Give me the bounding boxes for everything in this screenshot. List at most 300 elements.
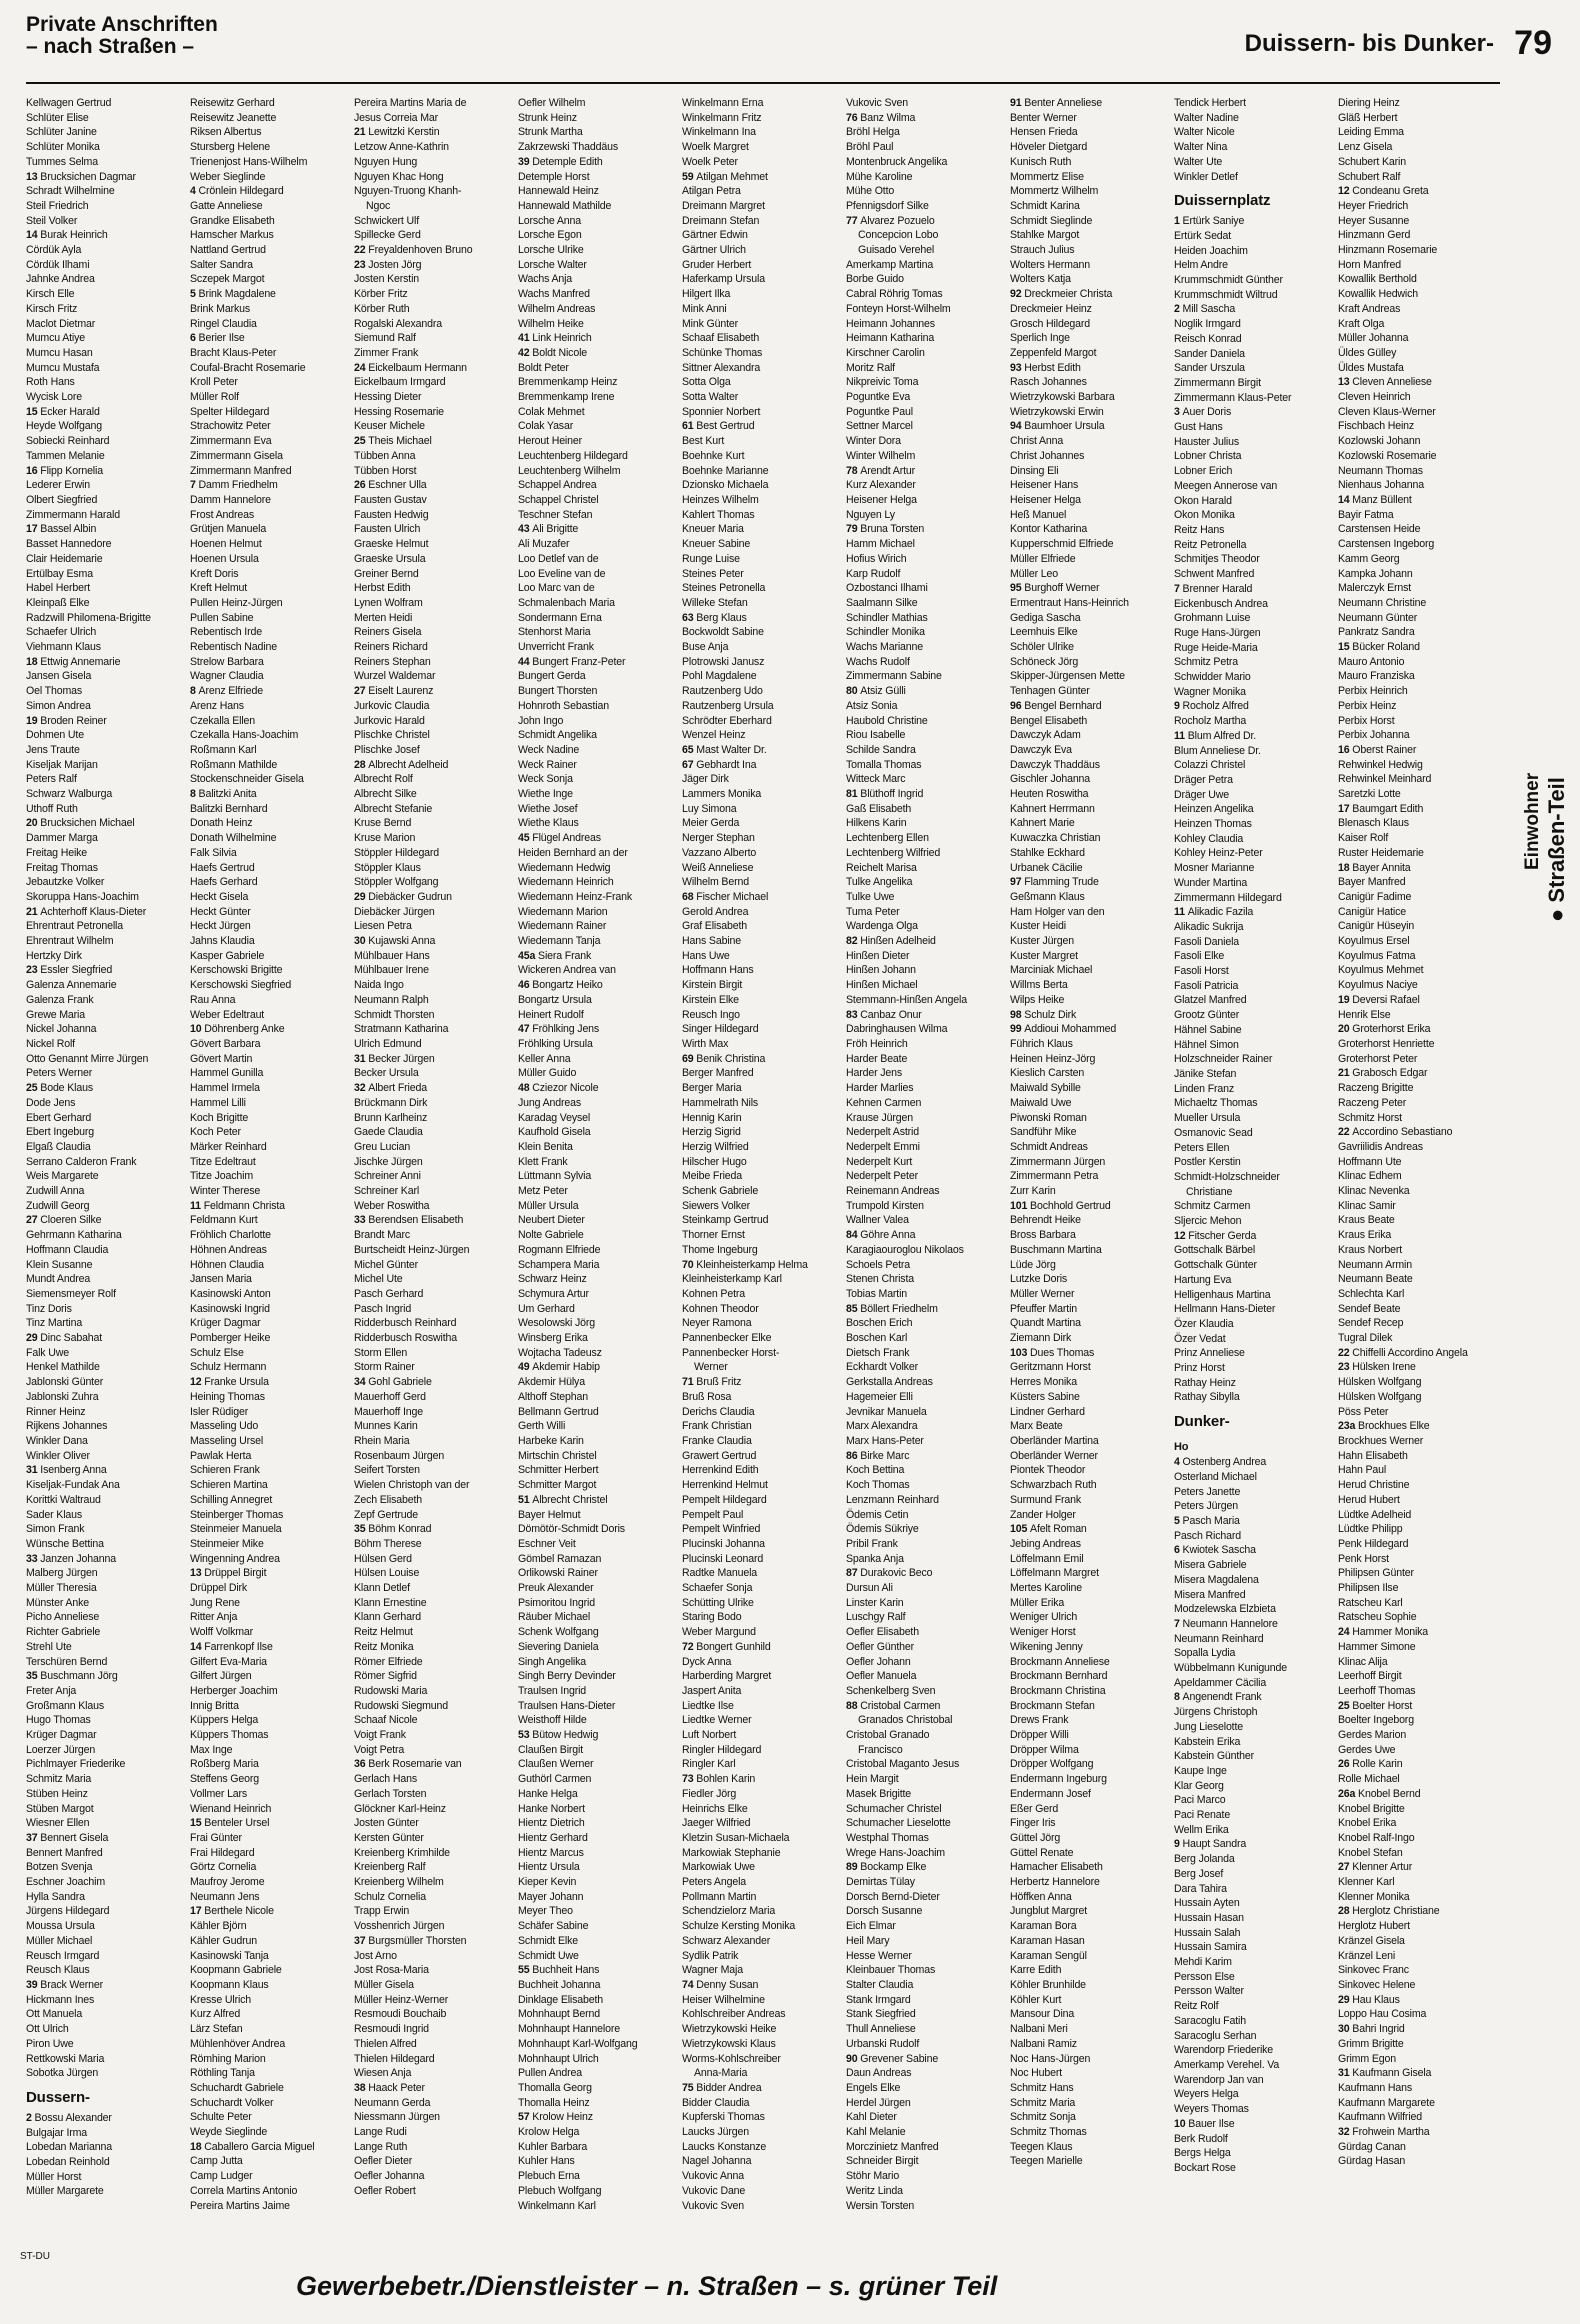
resident-entry: 13 Drüppel Birgit [190, 1567, 267, 1580]
house-number: 53 [518, 1729, 533, 1742]
resident-entry: Nguyen Khac Hong [354, 170, 444, 183]
resident-entry: Köhler Brunhilde [1010, 1979, 1086, 1991]
resident-entry: Jänike Stefan [1174, 1068, 1237, 1080]
resident-entry: Benter Werner [1010, 111, 1077, 124]
resident-entry: Kraus Norbert [1338, 1243, 1402, 1256]
resident-entry: 12 Fitscher Gerda [1174, 1229, 1257, 1242]
resident-entry: Hertzky Dirk [26, 949, 82, 962]
resident-entry: Heimann Johannes [846, 317, 935, 330]
resident-entry: Wersin Torsten [846, 2199, 915, 2212]
resident-entry: Kleinpaß Elke [26, 596, 90, 609]
resident-entry: Zimmermann Jürgen [1010, 1155, 1106, 1168]
resident-entry: Hammelrath Nils [682, 1096, 759, 1109]
resident-entry: Pempelt Winfried [682, 1523, 761, 1536]
resident-entry: Rinner Heinz [26, 1405, 86, 1418]
resident-entry: Brockmann Anneliese [1010, 1655, 1110, 1668]
resident-entry: Ebert Gerhard [26, 1111, 92, 1124]
resident-entry: 19 Broden Reiner [26, 714, 107, 727]
resident-entry: Blenasch Klaus [1338, 817, 1409, 830]
house-number: 19 [26, 714, 41, 727]
house-number: 67 [682, 758, 697, 771]
resident-entry: Camp Ludger [190, 2170, 253, 2183]
resident-entry: Winkelmann Karl [518, 2199, 596, 2212]
resident-entry: Kohlschreiber Andreas [682, 2008, 786, 2021]
resident-entry: Hans Uwe [682, 949, 730, 962]
resident-entry: Paci Renate [1174, 1809, 1231, 1822]
resident-entry: Liesen Petra [354, 920, 412, 933]
resident-entry: Naida Ingo [354, 979, 404, 992]
house-number: 29 [26, 1332, 41, 1345]
resident-entry: Hugo Thomas [26, 1714, 91, 1727]
house-number: 39 [518, 155, 533, 168]
resident-entry: Peters Janette [1174, 1485, 1241, 1498]
resident-entry: Mink Anni [682, 302, 727, 315]
resident-entry: Herzig Wilfried [682, 1140, 749, 1153]
resident-entry: Heyer Friedrich [1338, 199, 1409, 212]
resident-entry: Hylla Sandra [26, 1890, 85, 1903]
resident-entry: Mauerhoff Inge [354, 1405, 423, 1418]
resident-entry: Mühlbauer Hans [354, 949, 430, 962]
resident-entry: Kampka Johann [1338, 567, 1413, 580]
resident-entry: Karaman Hasan [1010, 1934, 1085, 1947]
resident-entry: 11 Blum Alfred Dr. [1174, 729, 1257, 742]
resident-entry: 53 Bütow Hedwig [518, 1729, 599, 1742]
resident-entry: Stüben Heinz [26, 1787, 88, 1800]
resident-entry: Knobel Erika [1338, 1817, 1397, 1830]
resident-entry: Hähnel Simon [1174, 1038, 1239, 1051]
resident-entry: Willms Berta [1010, 979, 1068, 992]
resident-entry: Wagner Claudia [190, 670, 264, 683]
resident-entry: Drews Frank [1010, 1714, 1069, 1727]
resident-entry: Henrik Else [1338, 1008, 1391, 1021]
resident-entry: Warendorp Jan van [1174, 2073, 1264, 2086]
resident-entry: Stenen Christa [846, 1273, 914, 1286]
resident-entry: Peters Jürgen [1174, 1500, 1239, 1513]
resident-entry: 27 Eiselt Laurenz [354, 685, 434, 698]
resident-entry: Poguntke Eva [846, 391, 911, 404]
resident-entry: Güttel Renate [1010, 1846, 1074, 1859]
resident-entry: 8 Angenendt Frank [1174, 1691, 1262, 1704]
resident-entry: 80 Atsiz Gülli [846, 685, 906, 698]
resident-entry: Weber Sieglinde [190, 170, 266, 183]
resident-entry: Hans Sabine [682, 935, 742, 948]
resident-entry: Mauro Antonio [1338, 655, 1405, 668]
house-number: 27 [26, 1214, 41, 1227]
resident-entry: Grosch Hildegard [1010, 317, 1091, 330]
resident-entry: Gatte Anneliese [190, 199, 263, 212]
resident-entry: 14 Farrenkopf Ilse [190, 1640, 273, 1653]
resident-entry: Hülsken Wolfgang [1338, 1376, 1422, 1389]
resident-entry: Köhler Kurt [1010, 1993, 1062, 2006]
resident-entry: Heß Manuel [1010, 508, 1067, 521]
resident-entry: Hohnroth Sebastian [518, 699, 609, 712]
resident-entry: Hinßen Dieter [846, 949, 910, 962]
resident-entry: Siemund Ralf [354, 332, 416, 345]
house-number: 44 [518, 655, 533, 668]
house-number: 18 [1338, 861, 1353, 874]
resident-entry: Schmidt-Holzschneider [1174, 1170, 1280, 1183]
resident-entry: Korittki Waltraud [26, 1493, 101, 1506]
resident-entry: 29 Hau Klaus [1338, 1993, 1400, 2006]
resident-entry: Kneuer Sabine [682, 538, 751, 551]
resident-entry: Albrecht Rolf [354, 773, 413, 786]
resident-entry: Siewers Volker [682, 1199, 750, 1212]
resident-entry: Plucinski Johanna [682, 1537, 765, 1550]
resident-entry: Brandt Marc [354, 1229, 411, 1242]
resident-entry: Herzig Sigrid [682, 1126, 741, 1139]
resident-entry: Jablonski Zuhra [26, 1390, 99, 1403]
resident-entry: Innig Britta [190, 1699, 239, 1712]
resident-entry: Pullen Heinz-Jürgen [190, 596, 283, 609]
resident-entry: 74 Denny Susan [682, 1979, 759, 1991]
resident-entry: Oefler Robert [354, 2184, 416, 2197]
resident-entry: Schwarzbach Ruth [1010, 1479, 1097, 1492]
resident-entry: Kraft Andreas [1338, 302, 1401, 315]
directory-column [518, 96, 682, 2236]
resident-entry: Gischler Johanna [1010, 773, 1091, 786]
house-number: 93 [1010, 361, 1025, 374]
resident-entry: Traulsen Ingrid [518, 1684, 587, 1697]
resident-entry: 9 Haupt Sandra [1174, 1838, 1247, 1851]
resident-entry: Winkelmann Fritz [682, 111, 762, 124]
house-number: 18 [190, 2140, 205, 2153]
resident-entry: Buschmann Martina [1010, 1243, 1102, 1256]
resident-entry: Schulz Hermann [190, 1361, 267, 1374]
house-number: 78 [846, 464, 861, 477]
resident-entry: Penk Horst [1338, 1552, 1389, 1565]
resident-entry: Perbix Heinz [1338, 699, 1397, 712]
resident-entry: Karaman Bora [1010, 1920, 1077, 1933]
resident-entry: Wiesen Anja [354, 2067, 412, 2080]
resident-entry: Schmidt Andreas [1010, 1140, 1088, 1153]
resident-entry: Eckhardt Volker [846, 1361, 918, 1374]
resident-entry: Ebert Ingeburg [26, 1126, 94, 1139]
resident-entry: Räuber Michael [518, 1611, 591, 1624]
resident-entry: 15 Ecker Harald [26, 405, 100, 418]
resident-entry: Hoenen Ursula [190, 552, 259, 565]
resident-entry: Jevnikar Manuela [846, 1405, 927, 1418]
resident-entry: Thielen Hildegard [354, 2052, 435, 2065]
house-number: 2 [1174, 303, 1183, 316]
resident-entry: 5 Brink Magdalene [190, 288, 276, 301]
resident-entry: Walter Nicole [1174, 126, 1235, 139]
resident-entry: Rudowski Siegmund [354, 1699, 449, 1712]
house-number: 103 [1010, 1346, 1031, 1359]
resident-entry: 6 Berier Ilse [190, 332, 245, 345]
resident-entry: 88 Cristobal Carmen [846, 1699, 941, 1712]
resident-entry: Loo Detlef van de [518, 552, 599, 565]
house-number: 1 [1174, 215, 1183, 228]
resident-entry: Schuchardt Gabriele [190, 2081, 284, 2094]
resident-entry: Schmitz Horst [1338, 1111, 1402, 1124]
resident-entry: Steines Peter [682, 567, 744, 580]
resident-entry: Karagiaouroglou Nikolaos [846, 1243, 964, 1256]
resident-entry: Wenzel Heinz [682, 729, 746, 742]
resident-entry: Reichelt Marisa [846, 861, 917, 874]
resident-entry: Ertülbay Esma [26, 567, 93, 580]
resident-entry: Lüdtke Philipp [1338, 1523, 1403, 1536]
house-number: 12 [1338, 185, 1353, 198]
resident-entry: Zimmermann Harald [26, 508, 120, 521]
resident-entry: Hussain Hasan [1174, 1911, 1244, 1924]
resident-entry: Kaufhold Gisela [518, 1126, 591, 1139]
resident-entry: Michaeltz Thomas [1174, 1097, 1258, 1110]
resident-entry: Sydlik Patrik [682, 1949, 739, 1962]
resident-entry: Freitag Thomas [26, 861, 98, 874]
resident-entry: Tammen Melanie [26, 449, 105, 462]
resident-entry: Trienenjost Hans-Wilhelm [190, 155, 308, 168]
resident-entry: Lobedan Reinhold [26, 2156, 110, 2169]
house-number: 2 [26, 2111, 35, 2124]
resident-entry: Ringler Karl [682, 1758, 736, 1771]
resident-entry: Bröhl Paul [846, 141, 894, 154]
resident-entry: Alikadic Sukrija [1174, 920, 1244, 933]
resident-entry: Mohnhaupt Ulrich [518, 2052, 599, 2065]
resident-entry: Sobotka Jürgen [26, 2067, 99, 2080]
resident-entry: 19 Deversi Rafael [1338, 993, 1420, 1006]
resident-entry: 31 Kaufmann Gisela [1338, 2067, 1432, 2080]
resident-entry: Ratscheu Karl [1338, 1596, 1403, 1609]
resident-entry: Hesse Werner [846, 1949, 912, 1962]
resident-entry: Hennig Karin [682, 1111, 742, 1124]
resident-entry: Herrenkind Edith [682, 1464, 759, 1477]
resident-entry: Meyer Theo [518, 1905, 573, 1918]
resident-entry: 11 Feldmann Christa [190, 1199, 285, 1212]
resident-entry: Wagner Monika [1174, 685, 1246, 698]
resident-entry: 77 Alvarez Pozuelo [846, 214, 935, 227]
resident-entry: Hülsken Wolfgang [1338, 1390, 1422, 1403]
resident-entry: Harder Jens [846, 1067, 903, 1080]
resident-entry: 6 Kwiotek Sascha [1174, 1544, 1256, 1557]
house-number: 74 [682, 1979, 697, 1991]
resident-entry: Pollmann Martin [682, 1890, 757, 1903]
resident-entry: Müller Ursula [518, 1199, 579, 1212]
resident-entry: Misera Manfred [1174, 1588, 1246, 1601]
resident-entry: Modzelewska Elzbieta [1174, 1603, 1276, 1616]
house-number: 101 [1010, 1199, 1031, 1212]
resident-entry: 61 Best Gertrud [682, 420, 755, 433]
resident-entry: Spanka Anja [846, 1552, 904, 1565]
resident-entry: Rettkowski Maria [26, 2052, 105, 2065]
resident-entry: Wagner Maja [682, 1964, 743, 1977]
resident-entry: Dode Jens [26, 1096, 76, 1109]
resident-entry: 97 Flamming Trude [1010, 876, 1099, 889]
house-number: 9 [1174, 1838, 1183, 1851]
resident-entry: 37 Bennert Gisela [26, 1831, 109, 1844]
resident-entry: Bremmenkamp Irene [518, 391, 615, 404]
resident-entry: 26 Rolle Karin [1338, 1758, 1403, 1771]
resident-entry: Ehrentraut Petronella [26, 920, 123, 933]
resident-entry: Sopalla Lydia [1174, 1647, 1236, 1660]
resident-entry: Schenk Gabriele [682, 1185, 759, 1198]
resident-entry: Schmidt Angelika [518, 729, 597, 742]
resident-entry: Canigür Hatice [1338, 905, 1406, 918]
resident-entry: Lüttmann Sylvia [518, 1170, 592, 1183]
resident-entry: 13 Brucksichen Dagmar [26, 170, 136, 183]
house-number: 27 [1338, 1861, 1353, 1874]
house-number: 25 [26, 1082, 41, 1095]
resident-entry: Loerzer Jürgen [26, 1743, 96, 1756]
resident-entry: Roßberg Maria [190, 1758, 259, 1771]
resident-entry: Settner Marcel [846, 420, 913, 433]
resident-entry: Ridderbusch Reinhard [354, 1317, 457, 1330]
resident-entry: 23 Hülsken Irene [1338, 1361, 1416, 1374]
resident-entry: Schoels Petra [846, 1258, 911, 1271]
resident-entry: Rocholz Martha [1174, 715, 1247, 728]
resident-entry: Schendzielorz Maria [682, 1905, 776, 1918]
resident-entry: Trapp Erwin [354, 1905, 410, 1918]
resident-entry: Krolow Helga [518, 2126, 580, 2139]
house-number: 99 [1010, 1023, 1025, 1036]
resident-entry: Sander Urszula [1174, 362, 1245, 375]
resident-entry: 32 Frohwein Martha [1338, 2126, 1430, 2139]
resident-entry: Titze Joachim [190, 1170, 254, 1183]
house-number: 17 [190, 1905, 205, 1918]
resident-entry: Hussain Samira [1174, 1941, 1247, 1954]
resident-entry: Schöneck Jörg [1010, 655, 1079, 668]
resident-entry: Schneider Birgit [846, 2155, 919, 2168]
resident-entry: Holzschneider Rainer [1174, 1053, 1273, 1066]
resident-entry: Gerold Andrea [682, 905, 749, 918]
resident-entry: Plucinski Leonard [682, 1552, 764, 1565]
resident-entry: 38 Haack Peter [354, 2081, 425, 2094]
street-heading: Dunker- [1174, 1413, 1230, 1431]
resident-entry: Keuser Michele [354, 420, 425, 433]
resident-entry: Gruder Herbert [682, 258, 752, 271]
resident-entry: Klinac Alija [1338, 1655, 1388, 1668]
resident-entry: Titze Edeltraut [190, 1155, 256, 1168]
resident-entry: Brockmann Bernhard [1010, 1670, 1108, 1683]
house-number: 39 [26, 1979, 41, 1991]
resident-entry: Jischke Jürgen [354, 1155, 423, 1168]
resident-entry: Wickeren Andrea van [518, 964, 616, 977]
house-number: 33 [26, 1552, 41, 1565]
resident-entry: Brockmann Christina [1010, 1684, 1106, 1697]
resident-entry: Best Kurt [682, 435, 725, 448]
resident-entry: Zimmermann Manfred [190, 464, 292, 477]
resident-entry: Jürgens Hildegard [26, 1905, 110, 1918]
resident-entry: Kupperschmid Elfriede [1010, 538, 1114, 551]
resident-entry: 16 Oberst Rainer [1338, 743, 1417, 756]
resident-entry: Zimmermann Sabine [846, 670, 942, 683]
resident-entry: Osmanovic Sead [1174, 1126, 1253, 1139]
resident-entry: Jansen Maria [190, 1273, 252, 1286]
resident-entry: Kresse Ulrich [190, 1993, 252, 2006]
resident-entry: Morczinietz Manfred [846, 2140, 939, 2153]
resident-entry: Gust Hans [1174, 421, 1223, 434]
resident-entry: Cabral Röhrig Tomas [846, 288, 943, 301]
resident-entry: Steinmeier Manuela [190, 1523, 282, 1536]
resident-entry: Kaiser Rolf [1338, 832, 1389, 845]
house-number: 7 [190, 479, 199, 492]
resident-entry: 84 Göhre Anna [846, 1229, 916, 1242]
resident-entry: Sendef Beate [1338, 1302, 1401, 1315]
resident-entry: Ringler Hildegard [682, 1743, 762, 1756]
resident-entry: Bennert Manfred [26, 1846, 103, 1859]
resident-entry: Jahnke Andrea [26, 273, 95, 286]
resident-entry: Tübben Horst [354, 464, 417, 477]
house-number: 91 [1010, 97, 1025, 109]
resident-entry: Moritz Ralf [846, 361, 895, 374]
resident-entry: Kohley Claudia [1174, 832, 1244, 845]
resident-entry: Schäfer Sabine [518, 1920, 589, 1933]
resident-entry: Reisewitz Jeanette [190, 111, 277, 124]
resident-entry: Feldmann Kurt [190, 1214, 258, 1227]
house-number: 5 [1174, 1514, 1183, 1527]
resident-entry: Mauro Franziska [1338, 670, 1415, 683]
resident-entry: Reitz Monika [354, 1640, 414, 1653]
resident-entry: Malerczyk Ernst [1338, 582, 1412, 595]
resident-entry: Fröhlking Ursula [518, 1038, 593, 1050]
resident-entry: Schaefer Ulrich [26, 626, 97, 639]
resident-entry: Pawlak Herta [190, 1449, 252, 1462]
resident-entry: Jung Rene [190, 1596, 240, 1609]
resident-entry: Neubert Dieter [518, 1214, 585, 1227]
resident-entry: Bracht Klaus-Peter [190, 346, 277, 359]
resident-entry: Fausten Gustav [354, 493, 427, 506]
resident-entry: Trumpold Kirsten [846, 1199, 924, 1212]
resident-entry: Eschner Veit [518, 1537, 576, 1550]
resident-entry: Piron Uwe [26, 2037, 74, 2050]
resident-entry: Güttel Jörg [1010, 1831, 1061, 1844]
resident-entry: Heisener Helga [846, 493, 917, 506]
resident-entry: Graeske Ursula [354, 552, 426, 565]
resident-entry: Lobner Erich [1174, 465, 1233, 478]
house-number: 30 [354, 935, 369, 948]
resident-entry: Schaaf Nicole [354, 1714, 418, 1727]
resident-entry: 18 Caballero Garcia Miguel [190, 2140, 315, 2153]
resident-entry: Neumann Beate [1338, 1273, 1413, 1286]
resident-entry: 7 Brenner Harald [1174, 582, 1253, 595]
resident-entry: Frai Günter [190, 1831, 242, 1844]
resident-entry: Kabstein Günther [1174, 1750, 1255, 1763]
resident-entry: 42 Boldt Nicole [518, 346, 588, 359]
resident-entry: Karaman Sengül [1010, 1949, 1087, 1962]
resident-entry: Grohmann Luise [1174, 612, 1251, 625]
resident-entry: 39 Detemple Edith [518, 155, 603, 168]
resident-entry: Weisthoff Hilde [518, 1714, 587, 1727]
house-number: 22 [354, 244, 369, 257]
resident-entry: Amerkamp Verehel. Va [1174, 2059, 1280, 2071]
resident-entry: Prinz Anneliese [1174, 1347, 1245, 1360]
resident-entry: Gerlach Hans [354, 1773, 417, 1786]
resident-entry: Pomberger Heike [190, 1332, 271, 1345]
resident-entry: Weiß Anneliese [682, 861, 754, 874]
resident-entry: Römer Elfriede [354, 1655, 423, 1668]
directory-column [354, 96, 518, 2236]
resident-entry: Wilps Heike [1010, 993, 1065, 1006]
resident-entry: Claußen Werner [518, 1758, 594, 1771]
resident-entry: Marx Alexandra [846, 1420, 918, 1433]
resident-entry: Kaufmann Hans [1338, 2081, 1413, 2094]
resident-entry: Zepf Gertrude [354, 1508, 418, 1521]
resident-entry: Winsberg Erika [518, 1332, 588, 1345]
directory-columns [26, 96, 1502, 2236]
resident-entry: 79 Bruna Torsten [846, 523, 925, 536]
house-number: 25 [1338, 1699, 1353, 1712]
resident-entry: 23 Josten Jörg [354, 258, 422, 271]
resident-entry: Müller Guido [518, 1067, 577, 1080]
house-number: 49 [518, 1361, 533, 1374]
resident-entry: Bengel Elisabeth [1010, 714, 1088, 727]
resident-entry: Rau Anna [190, 993, 236, 1006]
house-number: 95 [1010, 582, 1025, 595]
resident-entry: Schaaf Elisabeth [682, 332, 760, 345]
resident-entry: 81 Blüthoff Ingrid [846, 788, 924, 801]
resident-entry: 24 Hammer Monika [1338, 1626, 1429, 1639]
house-number: 15 [26, 405, 41, 418]
resident-entry: Kohnen Theodor [682, 1302, 759, 1315]
